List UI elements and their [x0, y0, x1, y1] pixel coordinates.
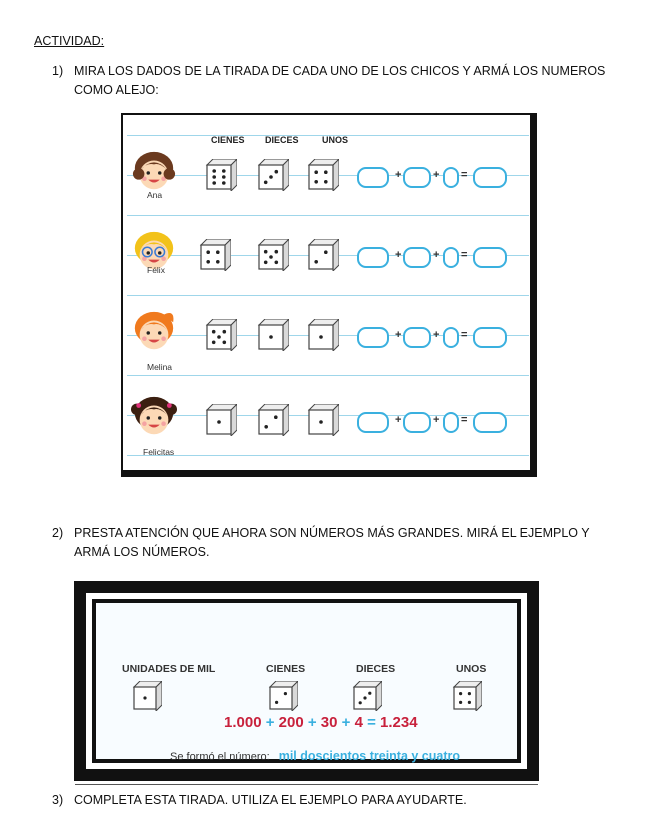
activity-title: ACTIVIDAD:	[34, 34, 105, 48]
child-face-icon	[131, 149, 177, 195]
answer-box-total[interactable]	[473, 412, 507, 433]
plus-sign: +	[433, 169, 440, 181]
plus-sign: +	[433, 414, 440, 426]
plus-sign: +	[395, 329, 402, 341]
equals-sign: =	[461, 249, 468, 261]
die-icon	[307, 159, 337, 189]
answer-box-unos[interactable]	[443, 327, 459, 348]
header-cienes: CIENES	[211, 135, 245, 145]
instruction-text: COMPLETA ESTA TIRADA. UTILIZA EL EJEMPLO PARA AYUDARTE.	[74, 793, 467, 807]
die-icon	[205, 404, 235, 434]
answer-box-cienes[interactable]	[357, 327, 389, 348]
header-cienes: CIENES	[266, 663, 306, 675]
instruction-number: 3)	[52, 793, 64, 807]
plus-sign: +	[307, 714, 317, 731]
die-icon	[257, 404, 287, 434]
die-icon	[257, 159, 287, 189]
plus-sign: +	[265, 714, 275, 731]
instruction-text: PRESTA ATENCIÓN QUE AHORA SON NÚMEROS MÁS GRANDES. MIRÁ EL EJEMPLO Y ARMÁ LOS NÚMEROS.	[74, 526, 590, 559]
child-name: Félix	[147, 265, 165, 275]
dice-exercise-image	[121, 113, 537, 477]
plus-sign: +	[395, 249, 402, 261]
die-icon	[257, 239, 287, 269]
instruction-number: 1)	[52, 64, 64, 78]
die-icon	[268, 681, 298, 711]
plus-sign: +	[341, 714, 351, 731]
example-image	[74, 581, 539, 781]
answer-box-cienes[interactable]	[357, 247, 389, 268]
plus-sign: +	[395, 169, 402, 181]
plus-sign: +	[395, 414, 402, 426]
sum-total: 1.234	[380, 714, 418, 731]
answer-box-cienes[interactable]	[357, 167, 389, 188]
answer-box-unos[interactable]	[443, 247, 459, 268]
equals-sign: =	[461, 329, 468, 341]
instruction-1	[52, 62, 612, 100]
answer-box-dieces[interactable]	[403, 412, 431, 433]
sum-term: 30	[320, 714, 338, 731]
answer-box-dieces[interactable]	[403, 167, 431, 188]
plus-sign: +	[433, 249, 440, 261]
sum-term: 1.000	[224, 714, 262, 731]
child-face-icon	[131, 394, 177, 440]
die-icon	[452, 681, 482, 711]
formed-label: Se formó el número:	[170, 751, 270, 763]
die-icon	[257, 319, 287, 349]
answer-box-unos[interactable]	[443, 412, 459, 433]
instruction-text: MIRA LOS DADOS DE LA TIRADA DE CADA UNO DE LOS CHICOS Y ARMÁ LOS NUMEROS COMO ALEJO:	[74, 64, 606, 97]
formed-value: mil doscientos treinta y cuatro	[278, 749, 461, 763]
sum-term: 4	[354, 714, 363, 731]
header-unidades-de-mil: UNIDADES DE MIL	[122, 663, 216, 675]
answer-box-dieces[interactable]	[403, 327, 431, 348]
answer-box-total[interactable]	[473, 247, 507, 268]
sum-term: 200	[278, 714, 304, 731]
die-icon	[307, 404, 337, 434]
answer-box-unos[interactable]	[443, 167, 459, 188]
answer-box-dieces[interactable]	[403, 247, 431, 268]
header-unos: UNOS	[456, 663, 487, 675]
answer-box-total[interactable]	[473, 167, 507, 188]
die-icon	[132, 681, 162, 711]
die-icon	[199, 239, 229, 269]
child-name: Felicitas	[143, 447, 175, 457]
plus-sign: +	[433, 329, 440, 341]
answer-box-cienes[interactable]	[357, 412, 389, 433]
instruction-3	[52, 791, 612, 810]
header-unos: UNOS	[322, 135, 349, 145]
die-icon	[307, 239, 337, 269]
sum-expression	[224, 714, 418, 731]
die-icon	[352, 681, 382, 711]
header-dieces: DIECES	[356, 663, 396, 675]
header-dieces: DIECES	[265, 135, 299, 145]
answer-box-total[interactable]	[473, 327, 507, 348]
child-name: Ana	[147, 190, 163, 200]
child-name: Melina	[147, 362, 173, 372]
equals-sign: =	[461, 414, 468, 426]
die-icon	[205, 319, 235, 349]
child-face-icon	[131, 309, 177, 355]
die-icon	[205, 159, 235, 189]
equals-sign: =	[461, 169, 468, 181]
formed-number	[170, 749, 460, 763]
equals-sign: =	[367, 714, 376, 731]
die-icon	[307, 319, 337, 349]
divider	[75, 784, 538, 785]
instruction-number: 2)	[52, 526, 64, 540]
instruction-2	[52, 524, 612, 562]
